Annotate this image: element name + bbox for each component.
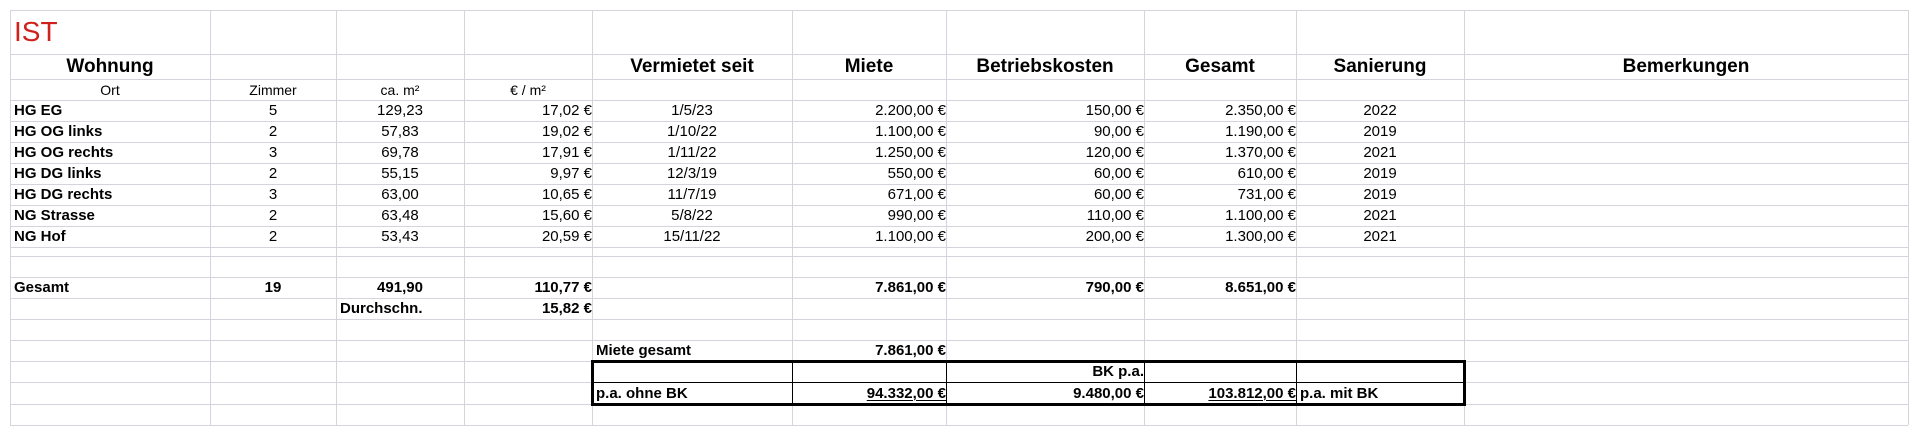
summary-box-divider [946,361,947,404]
cell-miete[interactable]: 671,00 € [887,186,946,203]
cell-zimmer[interactable]: 3 [268,144,278,161]
cell-bk[interactable]: 90,00 € [1093,123,1144,140]
cell-seit[interactable]: 11/7/19 [667,186,717,203]
summary-box-divider [792,361,793,404]
cell-eur-qm[interactable]: 17,02 € [541,102,592,119]
cell-miete[interactable]: 1.100,00 € [875,228,946,245]
cell-name[interactable]: HG OG links [14,123,103,140]
cell-zimmer[interactable]: 2 [268,165,278,182]
grid-line-vertical [1908,10,1909,425]
cell-qm[interactable]: 129,23 [377,102,423,119]
grid-line-horizontal [10,319,1908,320]
grid-line-horizontal [10,425,1908,426]
cell-qm[interactable]: 63,00 [381,186,419,203]
subheader-ort[interactable]: Ort [100,81,120,98]
cell-name[interactable]: NG Strasse [14,207,95,224]
summary-box-left [591,360,594,406]
cell-eur-qm[interactable]: 17,91 € [541,144,592,161]
bk-pa-value[interactable]: 9.480,00 € [1073,384,1144,402]
cell-eur-qm[interactable]: 9,97 € [550,165,592,182]
average-value[interactable]: 15,82 € [541,300,592,317]
cell-gesamt[interactable]: 1.300,00 € [1225,228,1296,245]
cell-miete[interactable]: 550,00 € [887,165,946,182]
totals-eur-qm[interactable]: 110,77 € [534,279,592,296]
cell-miete[interactable]: 2.200,00 € [875,102,946,119]
cell-name[interactable]: HG EG [14,102,63,119]
totals-bk[interactable]: 790,00 € [1085,279,1144,296]
header-gesamt[interactable]: Gesamt [1185,56,1255,77]
cell-seit[interactable]: 5/8/22 [671,207,713,224]
summary-box-divider [1296,361,1297,404]
sheet-title[interactable]: IST [14,16,58,47]
cell-gesamt[interactable]: 1.100,00 € [1225,207,1296,224]
cell-gesamt[interactable]: 2.350,00 € [1225,102,1296,119]
cell-eur-qm[interactable]: 20,59 € [541,228,592,245]
cell-seit[interactable]: 1/10/22 [666,123,718,140]
cell-sanierung[interactable]: 2019 [1363,123,1397,140]
summary-box-top [591,360,1466,363]
cell-seit[interactable]: 15/11/22 [663,228,721,245]
header-miete[interactable]: Miete [844,56,894,77]
header-wohnung[interactable]: Wohnung [66,56,154,77]
cell-bk[interactable]: 60,00 € [1093,165,1144,182]
cell-name[interactable]: HG OG rechts [14,144,114,161]
cell-seit[interactable]: 1/11/22 [667,144,717,161]
cell-sanierung[interactable]: 2021 [1363,144,1397,161]
subheader-qm[interactable]: ca. m² [380,81,420,98]
cell-bk[interactable]: 110,00 € [1086,207,1144,224]
pa-mit-bk-value-text: 103.812,00 € [1208,384,1296,402]
cell-miete[interactable]: 1.100,00 € [875,123,946,140]
pa-mit-bk-label[interactable]: p.a. mit BK [1300,384,1379,402]
grid-line-horizontal [10,256,1908,257]
cell-sanierung[interactable]: 2021 [1363,228,1397,245]
cell-gesamt[interactable]: 1.370,00 € [1225,144,1296,161]
summary-box-right [1463,360,1466,406]
cell-zimmer[interactable]: 5 [268,102,278,119]
cell-gesamt[interactable]: 731,00 € [1237,186,1296,203]
summary-box-bottom [591,403,1466,406]
cell-name[interactable]: HG DG links [14,165,102,182]
cell-bk[interactable]: 60,00 € [1093,186,1144,203]
cell-sanierung[interactable]: 2021 [1363,207,1397,224]
cell-eur-qm[interactable]: 10,65 € [541,186,592,203]
cell-zimmer[interactable]: 3 [268,186,278,203]
cell-sanierung[interactable]: 2019 [1363,165,1397,182]
pa-ohne-bk-label[interactable]: p.a. ohne BK [596,384,688,402]
pa-ohne-bk-value[interactable] [792,382,951,404]
cell-qm[interactable]: 69,78 [381,144,419,161]
subheader-eur-qm[interactable]: € / m² [510,81,546,98]
totals-zimmer[interactable]: 19 [264,279,282,296]
cell-sanierung[interactable]: 2019 [1363,186,1397,203]
cell-name[interactable]: HG DG rechts [14,186,113,203]
bk-pa-label[interactable]: BK p.a. [1092,363,1144,380]
cell-miete[interactable]: 990,00 € [887,207,946,224]
subheader-zimmer[interactable]: Zimmer [249,81,297,98]
totals-gesamt[interactable]: 8.651,00 € [1225,279,1296,296]
totals-miete[interactable]: 7.861,00 € [875,279,946,296]
header-sanierung[interactable]: Sanierung [1333,56,1427,77]
cell-qm[interactable]: 55,15 [381,165,419,182]
cell-qm[interactable]: 57,83 [381,123,419,140]
cell-bk[interactable]: 200,00 € [1085,228,1144,245]
cell-zimmer[interactable]: 2 [268,228,278,245]
cell-name[interactable]: NG Hof [14,228,66,245]
totals-qm[interactable]: 491,90 [377,279,423,296]
grid-line-horizontal [10,298,1908,299]
grid-line-horizontal [10,10,1908,11]
header-betriebskosten[interactable]: Betriebskosten [976,56,1114,77]
grid-line-horizontal [10,340,1908,341]
cell-zimmer[interactable]: 2 [268,123,278,140]
cell-bk[interactable]: 150,00 € [1085,102,1144,119]
cell-sanierung[interactable]: 2022 [1363,102,1397,119]
cell-gesamt[interactable]: 1.190,00 € [1225,123,1296,140]
grid-line-horizontal [10,247,1908,248]
cell-miete[interactable]: 1.250,00 € [875,144,946,161]
totals-label[interactable]: Gesamt [14,279,70,296]
cell-eur-qm[interactable]: 15,60 € [541,207,592,224]
cell-zimmer[interactable]: 2 [268,207,278,224]
cell-seit[interactable]: 12/3/19 [666,165,718,182]
pa-mit-bk-value[interactable] [1144,382,1301,404]
header-bemerkungen[interactable]: Bemerkungen [1622,56,1750,77]
summary-box-divider [1144,361,1145,404]
miete-gesamt-value[interactable]: 7.861,00 € [875,342,946,359]
spreadsheet [10,10,1908,425]
summary-box-divider [592,382,1464,383]
average-label[interactable]: Durchschn. [340,300,423,317]
cell-seit[interactable]: 1/5/23 [671,102,713,119]
cell-qm[interactable]: 53,43 [381,228,419,245]
cell-bk[interactable]: 120,00 € [1085,144,1144,161]
cell-eur-qm[interactable]: 19,02 € [541,123,592,140]
cell-qm[interactable]: 63,48 [381,207,419,224]
cell-gesamt[interactable]: 610,00 € [1237,165,1296,182]
header-vermietet-seit[interactable]: Vermietet seit [630,56,754,77]
pa-ohne-bk-value-text: 94.332,00 € [866,384,946,402]
miete-gesamt-label[interactable]: Miete gesamt [596,342,692,359]
